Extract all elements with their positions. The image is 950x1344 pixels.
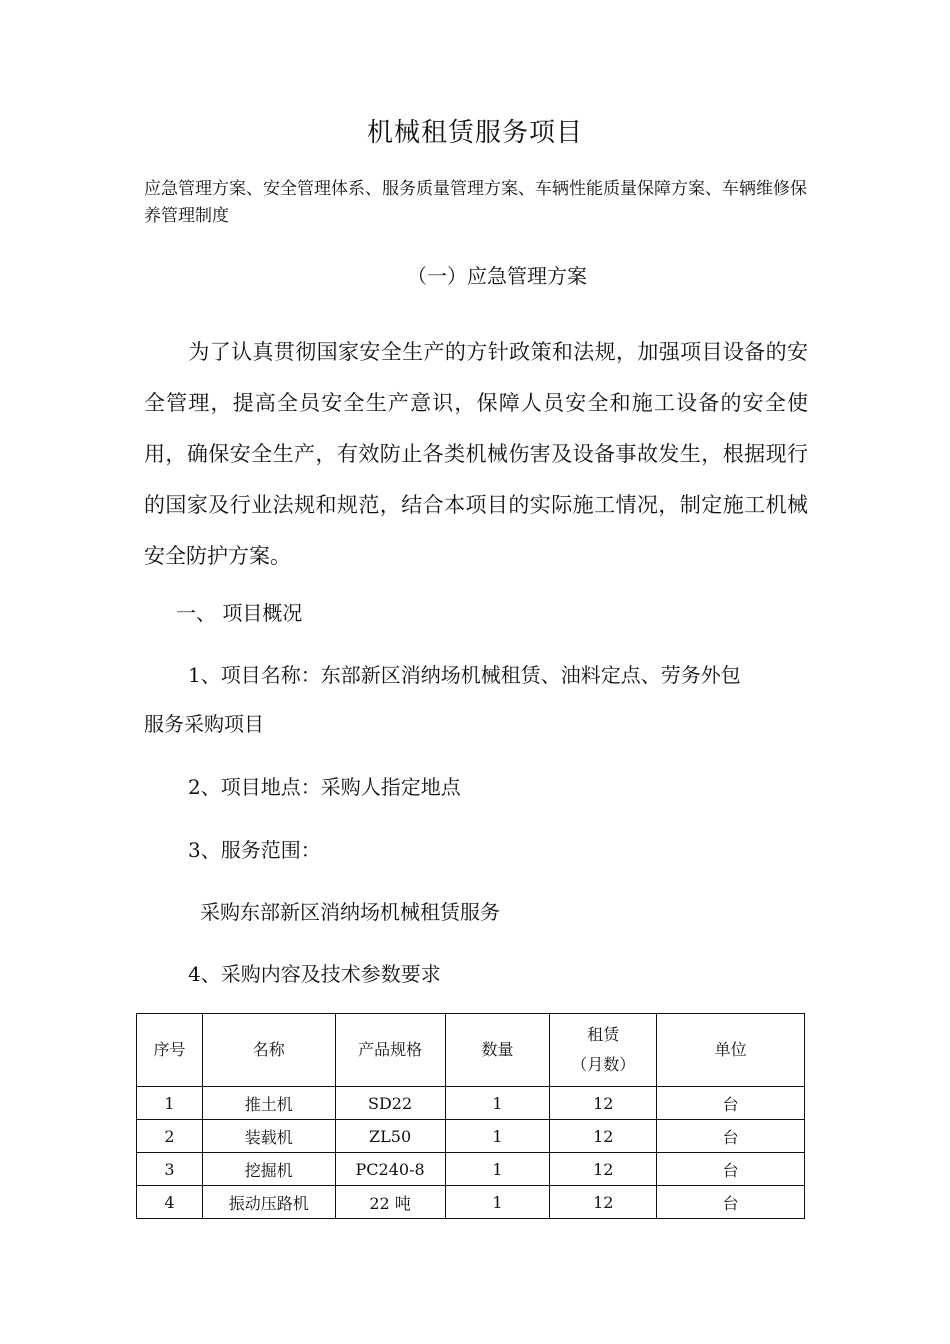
project-name-line1: 1、项目名称：东部新区消纳场机械租赁、油料定点、劳务外包	[188, 663, 741, 687]
cell-months: 12	[550, 1087, 657, 1120]
cell-name: 装载机	[202, 1120, 335, 1153]
header-unit: 单位	[657, 1014, 805, 1087]
table-row	[137, 1087, 805, 1120]
cell-index: 4	[137, 1186, 203, 1219]
cell-spec: ZL50	[335, 1120, 445, 1153]
cell-unit: 台	[657, 1120, 805, 1153]
document-title: 机械租赁服务项目	[366, 118, 583, 148]
table-row	[137, 1186, 805, 1219]
document-subtitle: 应急管理方案、安全管理体系、服务质量管理方案、车辆性能质量保障方案、车辆维修保养管理制度	[144, 179, 807, 226]
project-name-line2: 服务采购项目	[144, 712, 264, 736]
procurement-requirements-heading: 4、采购内容及技术参数要求	[188, 962, 441, 986]
table-row	[137, 1153, 805, 1186]
project-location: 2、项目地点：采购人指定地点	[188, 775, 461, 799]
header-lease-months	[550, 1014, 657, 1087]
cell-months: 12	[550, 1186, 657, 1219]
overview-heading: 一、 项目概况	[176, 601, 303, 625]
equipment-table	[136, 1013, 805, 1219]
table-row	[137, 1120, 805, 1153]
service-scope-label: 3、服务范围：	[188, 838, 321, 862]
header-lease-line1: 租赁	[587, 1025, 620, 1044]
cell-name: 挖掘机	[202, 1153, 335, 1186]
cell-name: 振动压路机	[202, 1186, 335, 1219]
service-scope-text: 采购东部新区消纳场机械租赁服务	[200, 900, 500, 924]
cell-index: 2	[137, 1120, 203, 1153]
header-spec: 产品规格	[335, 1014, 445, 1087]
header-qty: 数量	[445, 1014, 550, 1087]
cell-unit: 台	[657, 1153, 805, 1186]
section-heading: （一）应急管理方案	[407, 264, 587, 288]
cell-qty: 1	[445, 1186, 550, 1219]
cell-qty: 1	[445, 1087, 550, 1120]
cell-index: 3	[137, 1153, 203, 1186]
cell-spec: PC240-8	[335, 1153, 445, 1186]
intro-paragraph	[144, 327, 808, 582]
intro-paragraph-text: 为了认真贯彻国家安全生产的方针政策和法规，加强项目设备的安全管理，提高全员安全生产意识，保障人员安全和施工设备的安全使用，确保安全生产，有效防止各类机械伤害及设备事故发生，根据现行的国家及行业法规和规范，结合本项目的实际施工情况，制定施工机械安全防护方案。	[144, 340, 808, 568]
cell-index: 1	[137, 1087, 203, 1120]
cell-months: 12	[550, 1153, 657, 1186]
cell-spec: SD22	[335, 1087, 445, 1120]
cell-unit: 台	[657, 1186, 805, 1219]
header-index: 序号	[137, 1014, 203, 1087]
cell-spec: 22 吨	[335, 1186, 445, 1219]
cell-months: 12	[550, 1120, 657, 1153]
cell-qty: 1	[445, 1120, 550, 1153]
table-header-row	[137, 1014, 805, 1087]
header-lease-line2: （月数）	[571, 1055, 636, 1074]
cell-qty: 1	[445, 1153, 550, 1186]
header-name: 名称	[202, 1014, 335, 1087]
cell-unit: 台	[657, 1087, 805, 1120]
cell-name: 推土机	[202, 1087, 335, 1120]
